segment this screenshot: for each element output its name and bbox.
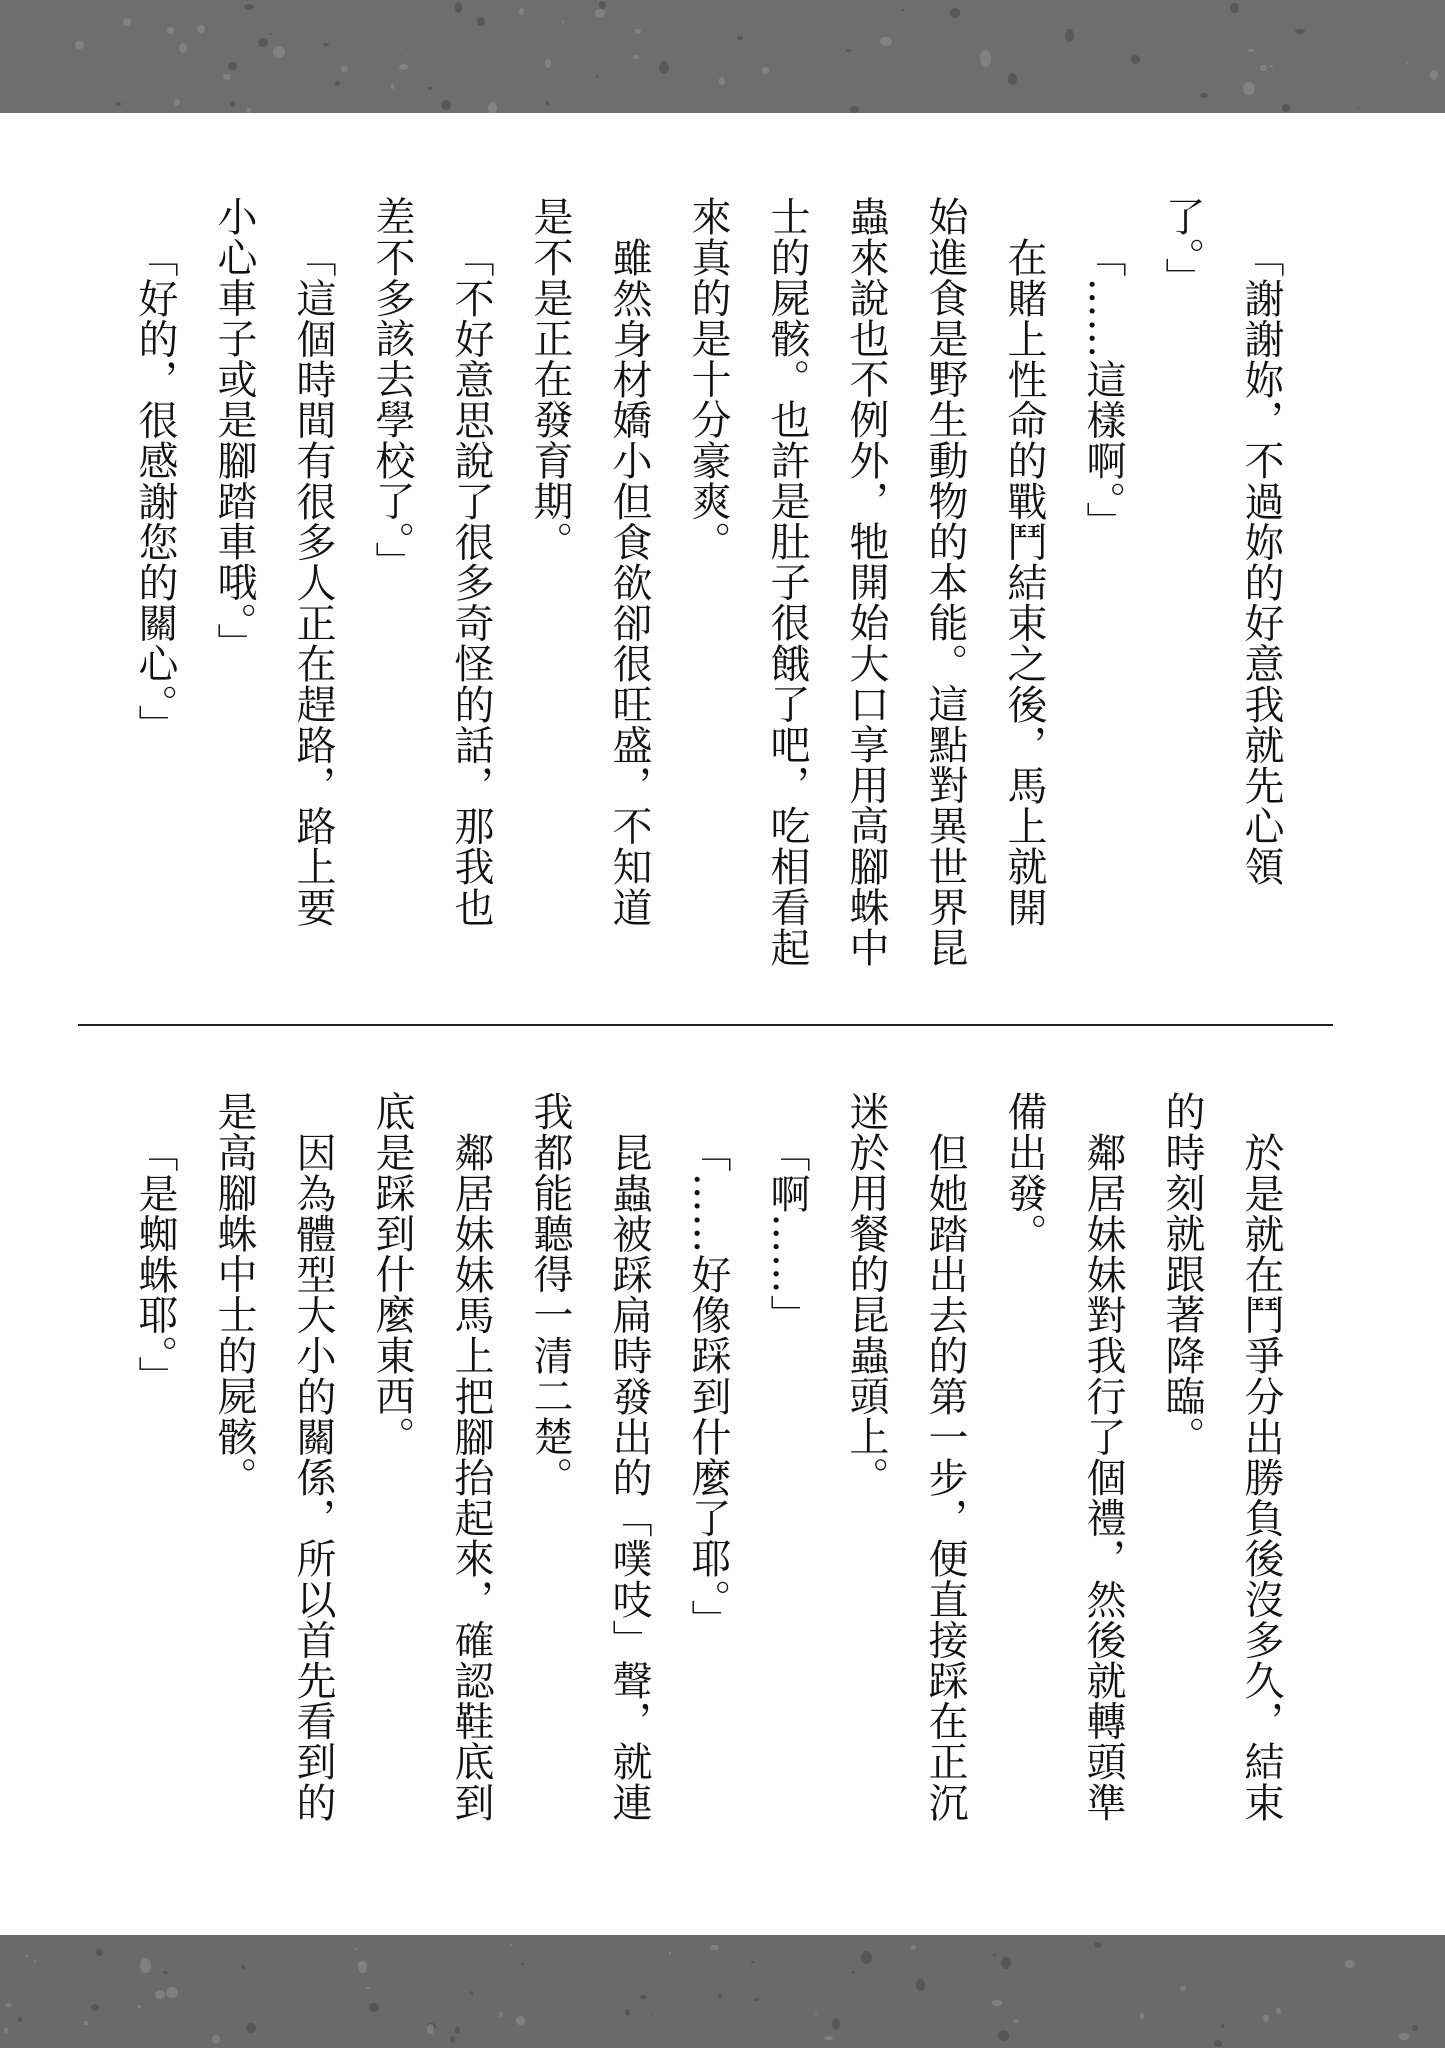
texture-speck (861, 1951, 872, 1965)
text-section-upper (115, 196, 1300, 996)
paragraph-line: 我都能聽得一清二楚。 (527, 1091, 573, 1497)
paragraph-first-line: 昆蟲被踩扁時發出的「噗吱」聲，就連 (606, 1131, 652, 1822)
texture-speck (34, 1960, 36, 1962)
bottom-texture-band (0, 1935, 1445, 2048)
texture-speck (1263, 2015, 1269, 2022)
texture-speck (258, 38, 268, 47)
texture-speck (719, 77, 725, 85)
texture-speck (18, 2017, 21, 2022)
texture-speck (273, 46, 285, 58)
texture-speck (1345, 1960, 1355, 1968)
texture-speck (852, 1971, 855, 1974)
paragraph-line: 是高腳蛛中士的屍骸。 (211, 1091, 257, 1497)
texture-speck (167, 27, 175, 34)
texture-speck (399, 64, 408, 70)
texture-speck (1180, 1986, 1185, 1991)
texture-speck (75, 41, 84, 50)
paragraph-line: 蟲來說也不例外，牠開始大口享用高腳蛛中 (843, 196, 889, 968)
texture-speck (138, 2005, 140, 2008)
texture-speck (846, 49, 852, 52)
texture-speck (1200, 93, 1207, 98)
paragraph-line: 是不是正在發育期。 (527, 196, 573, 562)
texture-speck (998, 2030, 1009, 2040)
texture-speck (477, 17, 484, 27)
section-divider (78, 1024, 1333, 1026)
texture-speck (950, 8, 960, 18)
texture-speck (1276, 2008, 1281, 2014)
paragraph-line: 始進食是野生動物的本能。這點對異世界昆 (922, 196, 968, 968)
texture-speck (669, 1952, 672, 1954)
texture-speck (115, 102, 121, 106)
texture-speck (1013, 2019, 1019, 2023)
texture-speck (1230, 3, 1239, 13)
texture-speck (545, 59, 551, 68)
texture-speck (519, 8, 524, 14)
texture-speck (470, 1991, 473, 1995)
paragraph-first-line: 「不好意思說了很多奇怪的話，那我也 (448, 236, 494, 927)
top-texture-band (0, 0, 1445, 113)
paragraph-first-line: 「……這樣啊。」 (1080, 236, 1126, 542)
texture-speck (562, 20, 564, 23)
paragraph-line: 差不多該去學校了。」 (369, 196, 415, 582)
texture-speck (1282, 104, 1290, 111)
texture-speck (323, 43, 329, 46)
texture-speck (91, 2004, 99, 2011)
texture-speck (1131, 55, 1141, 64)
texture-speck (1214, 2040, 1222, 2047)
texture-speck (1248, 49, 1254, 53)
texture-speck (1412, 2025, 1417, 2031)
texture-speck (455, 2, 462, 13)
texture-speck (179, 43, 187, 53)
texture-speck (850, 106, 859, 113)
texture-speck (140, 1958, 151, 1973)
texture-speck (246, 108, 251, 113)
texture-speck (26, 1955, 28, 1957)
texture-speck (1243, 82, 1254, 95)
texture-speck (242, 1965, 245, 1968)
texture-speck (832, 2018, 841, 2030)
paragraph-line: 迷於用餐的昆蟲頭上。 (843, 1091, 889, 1497)
paragraph-first-line: 「這個時間有很多人正在趕路，路上要 (290, 236, 336, 927)
texture-speck (366, 1987, 369, 1989)
texture-speck (355, 1948, 357, 1950)
texture-speck (5, 2003, 12, 2007)
texture-speck (96, 1949, 103, 1957)
texture-speck (916, 1979, 925, 1991)
texture-speck (1140, 2013, 1144, 2018)
texture-speck (488, 102, 497, 113)
paragraph-first-line: 「啊……」 (764, 1131, 810, 1335)
texture-speck (718, 1994, 723, 1999)
texture-speck (521, 1963, 524, 1966)
texture-speck (404, 54, 407, 55)
paragraph-first-line: 「是蜘蛛耶。」 (132, 1131, 178, 1396)
texture-speck (230, 101, 235, 107)
texture-speck (450, 2036, 454, 2043)
texture-speck (427, 2024, 435, 2034)
paragraph-first-line: 鄰居妹妹馬上把腳抬起來，確認鞋底到 (448, 1131, 494, 1822)
texture-speck (1221, 2024, 1224, 2028)
texture-speck (84, 2021, 89, 2025)
texture-speck (762, 67, 769, 73)
texture-speck (751, 1961, 754, 1962)
paragraph-first-line: 但她踏出去的第一步，便直接踩在正沉 (922, 1131, 968, 1822)
texture-speck (244, 4, 254, 10)
texture-speck (824, 2036, 834, 2041)
texture-speck (1399, 2033, 1409, 2040)
texture-speck (123, 18, 131, 26)
texture-speck (659, 61, 668, 74)
paragraph-line: 了。」 (1159, 196, 1205, 298)
texture-speck (1270, 65, 1273, 68)
texture-speck (1008, 73, 1017, 85)
texture-speck (468, 39, 470, 41)
texture-speck (369, 2003, 379, 2012)
texture-speck (341, 66, 348, 72)
paragraph-line: 底是踩到什麼東西。 (369, 1091, 415, 1457)
texture-speck (815, 2013, 817, 2016)
texture-speck (880, 37, 892, 47)
paragraph-first-line: 於是就在鬥爭分出勝負後沒多久，結束 (1238, 1131, 1284, 1822)
paragraph-first-line: 「……好像踩到什麼了耶。」 (685, 1131, 731, 1640)
texture-speck (993, 1954, 996, 1956)
texture-speck (651, 2015, 653, 2017)
texture-speck (516, 2016, 525, 2024)
texture-speck (212, 2035, 220, 2044)
texture-speck (595, 9, 605, 16)
texture-speck (166, 1987, 178, 1998)
texture-speck (163, 1971, 168, 1974)
texture-speck (228, 62, 237, 71)
paragraph-line: 的時刻就跟著降臨。 (1159, 1091, 1205, 1457)
texture-speck (197, 25, 206, 33)
texture-speck (428, 87, 432, 90)
texture-speck (1001, 1957, 1011, 1969)
texture-speck (1357, 107, 1360, 109)
texture-speck (635, 29, 642, 34)
texture-speck (455, 2026, 460, 2034)
texture-speck (633, 55, 638, 60)
texture-speck (599, 1, 606, 10)
texture-speck (625, 2009, 630, 2016)
texture-speck (1065, 29, 1074, 42)
texture-speck (441, 100, 450, 110)
texture-speck (737, 36, 743, 39)
texture-speck (269, 33, 272, 34)
paragraph-line: 來真的是十分豪爽。 (685, 196, 731, 562)
texture-speck (223, 74, 232, 80)
paragraph-first-line: 在賭上性命的戰鬥結束之後，馬上就開 (1001, 236, 1047, 927)
paragraph-first-line: 因為體型大小的關係，所以首先看到的 (290, 1131, 336, 1822)
paragraph-first-line: 「好的，很感謝您的關心。」 (132, 236, 178, 745)
texture-speck (902, 9, 904, 11)
texture-speck (911, 1945, 916, 1950)
texture-speck (155, 1990, 166, 2000)
texture-speck (1094, 1942, 1101, 1948)
texture-speck (391, 84, 394, 89)
texture-speck (992, 2000, 1001, 2005)
texture-speck (640, 1995, 647, 1999)
text-section-lower (115, 1091, 1300, 1911)
texture-speck (1406, 61, 1409, 64)
paragraph-first-line: 雖然身材嬌小但食欲卻很旺盛，不知道 (606, 236, 652, 927)
texture-speck (174, 99, 180, 106)
texture-speck (499, 2012, 503, 2016)
paragraph-line: 備出發。 (1001, 1091, 1047, 1254)
texture-speck (1260, 65, 1267, 71)
texture-speck (4, 2028, 8, 2033)
texture-speck (596, 75, 598, 78)
texture-speck (335, 81, 340, 86)
paragraph-first-line: 「謝謝妳，不過妳的好意我就先心領 (1238, 236, 1284, 887)
texture-speck (1430, 70, 1437, 80)
texture-speck (546, 101, 549, 105)
texture-speck (246, 2023, 256, 2034)
texture-speck (754, 1998, 758, 2001)
texture-speck (510, 1944, 513, 1946)
paragraph-line: 小心車子或是腳踏車哦。」 (211, 196, 257, 664)
texture-speck (1295, 29, 1305, 34)
texture-speck (710, 1945, 719, 1949)
texture-speck (980, 50, 991, 66)
paragraph-first-line: 鄰居妹妹對我行了個禮，然後就轉頭準 (1080, 1131, 1126, 1822)
paragraph-line: 士的屍骸。也許是肚子很餓了吧，吃相看起 (764, 196, 810, 968)
texture-speck (358, 1961, 366, 1973)
